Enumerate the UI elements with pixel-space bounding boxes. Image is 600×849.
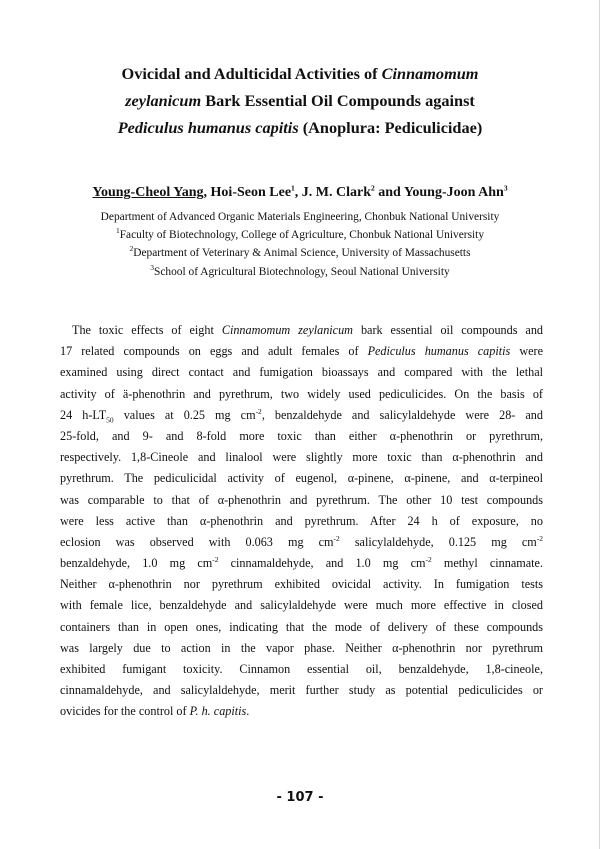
abstract-line [60, 553, 543, 574]
affiliation-3 [40, 263, 560, 281]
page-number: - 107 - [276, 790, 324, 805]
abstract-text: salicylaldehyde, 0.125 mg cm [339, 534, 537, 549]
author-4-affil-mark: 3 [503, 183, 508, 193]
author-separator: and [374, 185, 404, 200]
title-genus-italic: Cinnamomum [381, 64, 479, 83]
author-separator: , [203, 185, 211, 200]
abstract-line: cinnamaldehyde, and salicylaldehyde, merit further study as potential pediculicides or [60, 683, 543, 698]
subscript: 50 [106, 415, 114, 425]
abstract-line: was largely due to action in the vapor phase. Neither α-phenothrin nor pyrethrum [60, 640, 543, 655]
abstract-text: were [510, 344, 543, 359]
title-insect-italic: Pediculus humanus capitis [117, 118, 299, 137]
abstract-italic: P. h. capitis [189, 704, 247, 719]
abstract-line: 25-fold, and 9- and 8-fold more toxic than either α-phenothrin or pyrethrum, [60, 428, 543, 443]
abstract-line: was comparable to that of α-phenothrin and pyrethrum. The other 10 test compounds [60, 492, 543, 507]
abstract-text: , benzaldehyde and salicylaldehyde were 28- and [261, 407, 543, 422]
superscript: -2 [425, 555, 432, 564]
abstract-line: containers than in open ones, indicating that the mode of delivery of these compounds [60, 619, 543, 634]
abstract-text: cinnamaldehyde, and 1.0 mg cm [218, 556, 426, 571]
affiliation-mark: 3 [150, 262, 155, 272]
affiliation-1 [40, 226, 560, 244]
title-text: Ovicidal and Adulticidal Activities of [121, 64, 382, 83]
affiliation-mark: 2 [129, 244, 134, 254]
affiliation-text: Department of Advanced Organic Materials Engineering, Chonbuk National University [100, 211, 500, 223]
abstract-line: with female lice, benzaldehyde and salicylaldehyde were much more effective in closed [60, 598, 543, 613]
abstract-line [60, 405, 543, 426]
abstract-line: Neither α-phenothrin nor pyrethrum exhibited ovicidal activity. In fumigation tests [60, 577, 543, 592]
author-separator: , [294, 185, 302, 200]
superscript: -2 [333, 533, 340, 543]
abstract-line [60, 320, 543, 341]
abstract-line: were less active than α-phenothrin and pyrethrum. After 24 h of exposure, no [60, 513, 543, 528]
title-line-3 [40, 114, 560, 141]
author-1: Young-Cheol Yang [92, 185, 204, 200]
abstract-line [60, 701, 543, 722]
abstract-italic: Cinnamomum zeylanicum [221, 323, 353, 337]
abstract-line [60, 341, 543, 362]
abstract-line [60, 532, 543, 553]
affiliation-0 [40, 208, 560, 226]
abstract-text: methyl cinnamate. [431, 556, 543, 571]
affiliation-mark: 1 [115, 226, 120, 236]
abstract-text: 17 related compounds on eggs and adult females of [60, 344, 368, 359]
affiliation-text: Faculty of Biotechnology, College of Agriculture, Chonbuk National University [119, 229, 485, 242]
abstract-text: bark essential oil compounds and [353, 323, 543, 337]
superscript: -2 [536, 533, 543, 543]
affiliation-list [40, 208, 560, 281]
title-text: Bark Essential Oil Compounds against [201, 91, 475, 110]
author-2-affil-mark: 1 [291, 183, 295, 193]
abstract-text: The toxic effects of eight [72, 323, 222, 337]
abstract-italic: Pediculus humanus capitis [367, 344, 511, 359]
abstract-text: values at 0.25 mg cm [113, 407, 256, 422]
abstract-line: exhibited fumigant toxicity. Cinnamon essential oil, benzaldehyde, 1,8-cineole, [60, 662, 543, 676]
author-4: Young-Joon Ahn [403, 185, 504, 200]
paper-title [40, 60, 560, 141]
title-line-1 [40, 60, 560, 87]
abstract-text: benzaldehyde, 1.0 mg cm [60, 556, 213, 571]
title-line-2 [40, 87, 560, 114]
author-list [40, 185, 560, 201]
affiliation-text: School of Agricultural Biotechnology, Seoul National University [154, 265, 450, 278]
superscript: -2 [255, 406, 262, 416]
abstract-text: ovicides for the control of [60, 704, 190, 719]
abstract-line: activity of ä-phenothrin and pyrethrum, two widely used pediculicides. On the basis of [60, 386, 543, 401]
author-2: Hoi-Seon Lee [210, 185, 292, 200]
abstract-text: 24 h-LT [60, 407, 107, 422]
title-species-italic: zeylanicum [125, 91, 202, 110]
abstract-text: . [246, 704, 250, 719]
author-3-affil-mark: 2 [371, 183, 375, 193]
affiliation-text: Department of Veterinary & Animal Science, University of Massachusetts [133, 247, 471, 260]
abstract-line: respectively. 1,8-Cineole and linalool were slightly more toxic than α-phenothrin and [60, 450, 543, 465]
abstract-text: eclosion was observed with 0.063 mg cm [60, 534, 334, 549]
superscript: -2 [212, 555, 219, 564]
abstract-line: examined using direct contact and fumigation bioassays and compared with the lethal [60, 365, 543, 380]
abstract-line: pyrethrum. The pediculicidal activity of eugenol, α-pinene, α-pinene, and α-terpineol [60, 471, 543, 486]
affiliation-2 [40, 244, 560, 262]
abstract-body [60, 320, 543, 723]
author-3: J. M. Clark [301, 185, 372, 200]
title-text: (Anoplura: Pediculicidae) [298, 118, 483, 137]
